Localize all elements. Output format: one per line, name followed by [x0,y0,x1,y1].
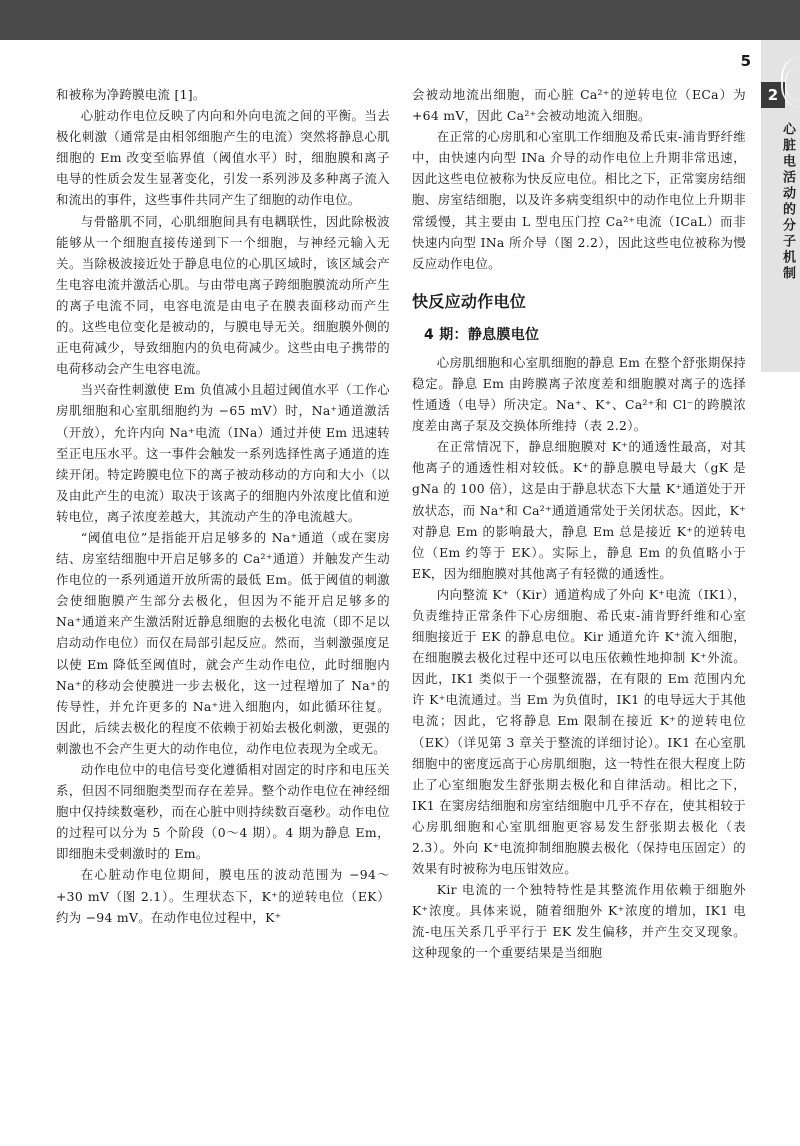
paragraph: 和被称为净跨膜电流 [1]。 [56,87,206,102]
right-column [412,84,746,1136]
subsection-heading: 4 期：静息膜电位 [424,326,540,343]
section-heading: 快反应动作电位 [412,291,527,311]
chapter-title: 心脏电活动的分子机制 [780,122,795,282]
paragraph: Kir 电流的一个独特特性是其整流作用依赖于细胞外 K⁺浓度。具体来说，随着细胞外 K⁺浓度的增加，IK1 电流-电压关系几乎平行于 EK 发生偏移，并产生交叉现象。这种现象的一个重要结果是当细胞 [412,882,746,961]
top-banner [0,0,800,40]
paragraph: 在正常的心房肌和心室肌工作细胞及希氏束-浦肯野纤维中，由快速内向型 INa 介导的动作电位上升期非常迅速，因此这些电位被称为快反应电位。相比之下，正常窦房结细胞、房室结细胞，以及许多病变组织中的动作电位上升期非常缓慢，其主要由 L 型电压门控 Ca²⁺电流（ICaL）而非快速内向型 INa 所介导（图 2.2），因此这些电位被称为慢反应动作电位。 [412,129,746,271]
paragraph: 在心脏动作电位期间，膜电压的波动范围为 −94～+30 mV（图 2.1）。生理状态下，K⁺的逆转电位（EK）约为 −94 mV。在动作电位过程中，K⁺ [56,867,390,925]
left-column [56,84,390,1136]
paragraph: 动作电位中的电信号变化遵循相对固定的时序和电压关系，但因不同细胞类型而存在差异。整个动作电位在神经细胞中仅持续数毫秒，而在心脏中则持续数百毫秒。动作电位的过程可以分为 5 个阶段（0～4 期）。4 期为静息 Em，即细胞未受刺激时的 Em。 [56,762,390,862]
paragraph: “阈值电位”是指能开启足够多的 Na⁺通道（或在窦房结、房室结细胞中开启足够多的 Ca²⁺通道）并触发产生动作电位的一系列通道开放所需的最低 Em。低于阈值的刺激会使细胞膜产生部分去极化，但因为不能开启足够多的 Na⁺通道来产生激活附近静息细胞的去极化电流（即不足以启动动作电位）而仅在局部引起反应。然而，当刺激强度足以使 Em 降低至阈值时，就会产生动作电位，此时细胞内 Na⁺的移动会使膜进一步去极化，这一过程增加了 Na⁺的传导性，并允许更多的 Na⁺进入细胞内，如此循环往复。因此，后续去极化的程度不依赖于初始去极化刺激，更强的刺激也不会产生更大的动作电位，动作电位表现为全或无。 [56,529,390,756]
paragraph: 内向整流 K⁺（Kir）通道构成了外向 K⁺电流（IK1），负责维持正常条件下心房细胞、希氏束-浦肯野纤维和心室细胞接近于 EK 的静息电位。Kir 通道允许 K⁺流入细胞，在细胞膜去极化过程中还可以电压依赖性地抑制 K⁺外流。因此，IK1 类似于一个强整流器，在有限的 Em 范围内允许 K⁺电流通过。当 Em 为负值时，IK1 的电导远大于其他电流；因此，它将静息 Em 限制在接近 K⁺的逆转电位（EK）（详见第 3 章关于整流的详细讨论）。IK1 在心室肌细胞中的密度远高于心房肌细胞，这一特性在很大程度上防止了心室细胞发生舒张期去极化和自律活动。相比之下，IK1 在窦房结细胞和房室结细胞中几乎不存在，使其相较于心房肌细胞和心室肌细胞更容易发生舒张期去极化（表 2.3）。外向 K⁺电流抑制细胞膜去极化（保持电压固定）的效果有时被称为电压钳效应。 [412,586,746,877]
paragraph: 与骨骼肌不同，心肌细胞间具有电耦联性，因此除极波能够从一个细胞直接传递到下一个细胞，与神经元输入无关。当除极波接近处于静息电位的心肌区域时，该区域会产生电容电流并激活心肌。与由带电离子跨细胞膜流动所产生的离子电流不同，电容电流是由电子在膜表面移动而产生的。这些电位变化是被动的，与膜电导无关。细胞膜外侧的正电荷减少，导致细胞内的负电荷减少。这些由电子携带的电荷移动会产生电容电流。 [56,213,390,377]
chapter-number: 2 [767,86,779,104]
paragraph: 当兴奋性刺激使 Em 负值减小且超过阈值水平（工作心房肌细胞和心室肌细胞约为 −65 mV）时，Na⁺通道激活（开放），允许内向 Na⁺电流（INa）通过并使 Em 迅速转至正电压水平。这一事件会触发一系列选择性离子通道的连续开闭。特定跨膜电位下的离子被动移动的方向和大小（以及由此产生的电流）取决于该离子的细胞内外浓度比值和逆转电位，离子浓度差越大，其流动产生的净电流越大。 [56,382,390,524]
paragraph: 会被动地流出细胞，而心脏 Ca²⁺的逆转电位（ECa）为 +64 mV，因此 Ca²⁺会被动地流入细胞。 [412,87,746,124]
paragraph: 心房肌细胞和心室肌细胞的静息 Em 在整个舒张期保持稳定。静息 Em 由跨膜离子浓度差和细胞膜对离子的选择性通透（电导）所决定。Na⁺、K⁺、Ca²⁺和 Cl⁻的跨膜浓度差由离子泵及交换体所维持（表 2.2）。 [412,354,746,434]
paragraph: 心脏动作电位反映了内向和外向电流之间的平衡。当去极化刺激（通常是由相邻细胞产生的电流）突然将静息心肌细胞的 Em 改变至临界值（阈值水平）时，细胞膜和离子电导的性质会发生显著变化，引发一系列涉及多种离子流入和流出的事件，这些事件共同产生了细胞的动作电位。 [56,108,390,208]
page-number: 5 [740,52,751,70]
paragraph: 在正常情况下，静息细胞膜对 K⁺的通透性最高，对其他离子的通透性相对较低。K⁺的静息膜电导最大（gK 是 gNa 的 100 倍），这是由于静息状态下大量 K⁺通道处于开放状态，而 Na⁺和 Ca²⁺通道通常处于关闭状态。因此，K⁺对静息 Em 的影响最大，静息 Em 总是接近 K⁺的逆转电位（Em 约等于 EK）。实际上，静息 Em 的负值略小于 EK，因为细胞膜对其他离子有轻微的通透性。 [412,439,746,581]
